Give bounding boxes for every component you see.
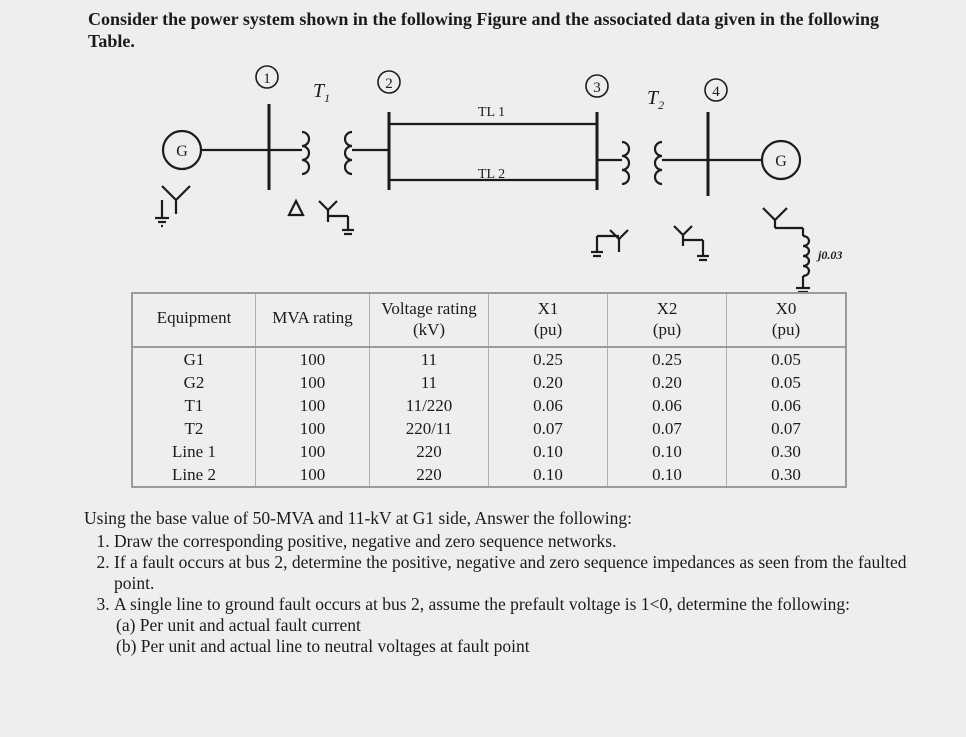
question-list: [84, 531, 914, 615]
cell-equipment: G1: [132, 347, 256, 371]
table-header-row: [132, 293, 846, 347]
question-1: 1. Draw the corresponding positive, negative and zero sequence networks.: [114, 531, 914, 552]
cell-voltage: 11/220: [370, 394, 489, 417]
bus-3-number: 3: [593, 80, 601, 96]
questions-lead: Using the base value of 50-MVA and 11-kV at G1 side, Answer the following:: [84, 508, 632, 528]
power-system-diagram: [0, 0, 966, 300]
transformer-t2-secondary: [655, 142, 662, 184]
cell-x2: 0.25: [608, 347, 727, 371]
header-voltage: Voltage rating (kV): [370, 293, 489, 347]
table-row: [132, 440, 846, 463]
cell-mva: 100: [256, 347, 370, 371]
cell-x2: 0.06: [608, 394, 727, 417]
t2-wye-grounded-left: [591, 230, 628, 256]
t1-label: $T_1$: [313, 80, 331, 105]
g1-wye-grounded: [155, 186, 190, 226]
cell-voltage: 220/11: [370, 417, 489, 440]
question-2: 2. If a fault occurs at bus 2, determine the positive, negative and zero sequence impedances as seen from the faulted point.: [114, 552, 914, 594]
cell-mva: 100: [256, 417, 370, 440]
cell-voltage: 220: [370, 463, 489, 487]
cell-mva: 100: [256, 440, 370, 463]
line-tl1-label: TL 1: [478, 105, 506, 120]
generator-g1-label: G: [176, 143, 188, 160]
line-tl2-label: TL 2: [478, 167, 506, 182]
questions-section: [84, 508, 914, 657]
cell-x1: 0.10: [489, 440, 608, 463]
cell-x0: 0.05: [727, 347, 847, 371]
cell-x2: 0.10: [608, 440, 727, 463]
bus-2-number: 2: [385, 76, 393, 92]
cell-x0: 0.05: [727, 371, 847, 394]
cell-mva: 100: [256, 463, 370, 487]
table-row: [132, 371, 846, 394]
cell-equipment: T2: [132, 417, 256, 440]
cell-x2: 0.20: [608, 371, 727, 394]
cell-x0: 0.30: [727, 463, 847, 487]
grounding-reactance-label: j0.03: [818, 248, 843, 262]
header-x2: X2 (pu): [608, 293, 727, 347]
subquestion-a: (a) Per unit and actual fault current: [116, 615, 361, 635]
equipment-table: [131, 292, 847, 488]
cell-equipment: Line 1: [132, 440, 256, 463]
g2-wye-reactance-grounded: [763, 208, 810, 292]
cell-x2: 0.07: [608, 417, 727, 440]
bus-4-number: 4: [712, 84, 720, 100]
cell-voltage: 220: [370, 440, 489, 463]
header-x1: X1 (pu): [489, 293, 608, 347]
t2-wye-grounded-right: [674, 226, 709, 260]
cell-x1: 0.20: [489, 371, 608, 394]
table-row: [132, 347, 846, 371]
table-row: [132, 417, 846, 440]
header-equipment: Equipment: [132, 293, 256, 347]
table-row: [132, 394, 846, 417]
cell-x1: 0.07: [489, 417, 608, 440]
t2-label: $T_2$: [647, 87, 665, 112]
cell-voltage: 11: [370, 347, 489, 371]
t1-wye-grounded: [319, 201, 354, 234]
cell-x0: 0.06: [727, 394, 847, 417]
cell-x0: 0.07: [727, 417, 847, 440]
intro-text: Consider the power system shown in the following Figure and the associated data given in the following Table.: [88, 9, 880, 51]
header-x0: X0 (pu): [727, 293, 847, 347]
transformer-t1-primary: [302, 132, 309, 174]
cell-x1: 0.06: [489, 394, 608, 417]
cell-x0: 0.30: [727, 440, 847, 463]
table-row: [132, 463, 846, 487]
grounding-reactor: [803, 236, 809, 276]
header-mva: MVA rating: [256, 293, 370, 347]
generator-g2-label: G: [775, 153, 787, 170]
cell-x1: 0.25: [489, 347, 608, 371]
bus-1-number: 1: [263, 71, 271, 87]
cell-mva: 100: [256, 371, 370, 394]
cell-equipment: Line 2: [132, 463, 256, 487]
transformer-t2-primary: [622, 142, 629, 184]
transformer-t1-secondary: [345, 132, 352, 174]
cell-x1: 0.10: [489, 463, 608, 487]
cell-equipment: T1: [132, 394, 256, 417]
subquestion-b: (b) Per unit and actual line to neutral voltages at fault point: [116, 636, 530, 656]
cell-voltage: 11: [370, 371, 489, 394]
t1-delta: [289, 201, 303, 215]
question-3: 3. A single line to ground fault occurs at bus 2, assume the prefault voltage is 1<0, determine the following:: [114, 594, 914, 615]
cell-x2: 0.10: [608, 463, 727, 487]
cell-equipment: G2: [132, 371, 256, 394]
cell-mva: 100: [256, 394, 370, 417]
